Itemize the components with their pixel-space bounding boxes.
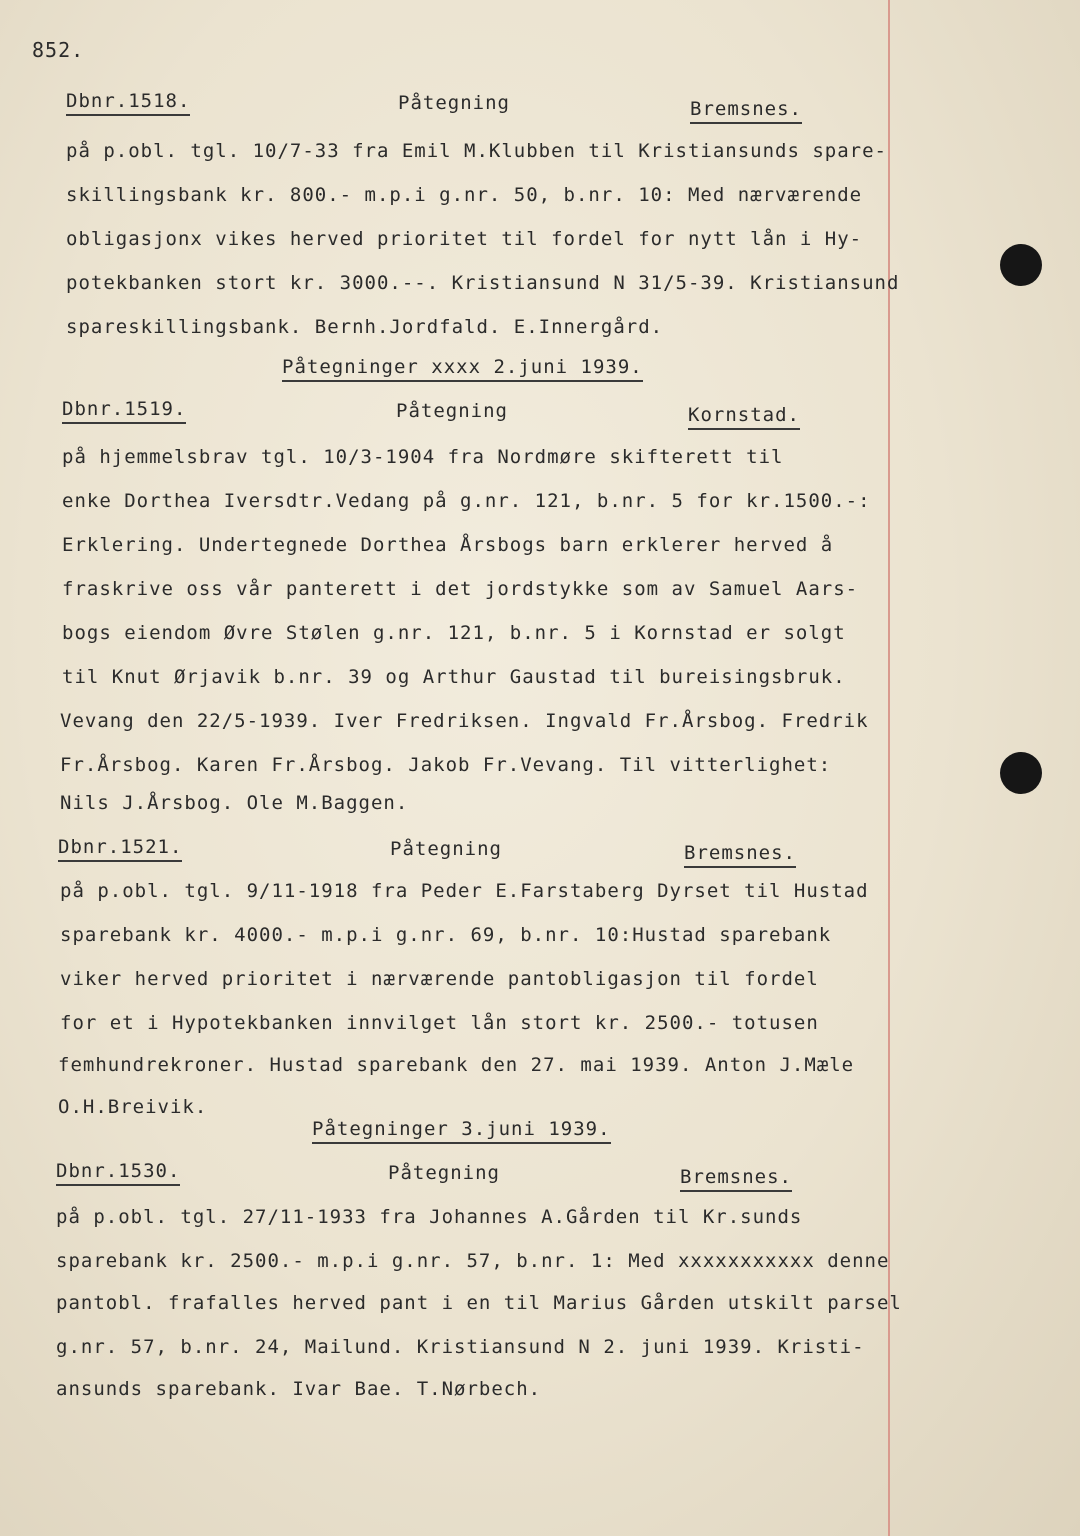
entry-line: Fr.Årsbog. Karen Fr.Årsbog. Jakob Fr.Vevang. Til vitterlighet: [60,754,832,776]
entry-line: på p.obl. tgl. 10/7-33 fra Emil M.Klubben til Kristiansunds spare- [66,140,887,162]
entry-line: på p.obl. tgl. 9/11-1918 fra Peder E.Farstaberg Dyrset til Hustad [60,880,869,902]
date-heading: Påtegninger xxxx 2.juni 1939. [282,356,643,382]
entry-line: til Knut Ørjavik b.nr. 39 og Arthur Gaustad til bureisingsbruk. [62,666,846,688]
entry-id: Dbnr.1530. [56,1160,180,1186]
entry-line: g.nr. 57, b.nr. 24, Mailund. Kristiansund N 2. juni 1939. Kristi- [56,1336,865,1358]
entry-line: Vevang den 22/5-1939. Iver Fredriksen. Ingvald Fr.Årsbog. Fredrik [60,710,869,732]
entry-line: ansunds sparebank. Ivar Bae. T.Nørbech. [56,1378,542,1400]
binder-hole-bottom [1000,752,1042,794]
entry-line: for et i Hypotekbanken innvilget lån stort kr. 2500.- totusen [60,1012,819,1034]
entry-line: skillingsbank kr. 800.- m.p.i g.nr. 50, b.nr. 10: Med nærværende [66,184,863,206]
entry-line: O.H.Breivik. [58,1096,208,1118]
entry-type: Påtegning [388,1162,500,1184]
entry-line: potekbanken stort kr. 3000.--. Kristiansund N 31/5-39. Kristiansund [66,272,900,294]
entry-place: Kornstad. [688,404,800,430]
binder-hole-top [1000,244,1042,286]
entry-type: Påtegning [396,400,508,422]
entry-id: Dbnr.1518. [66,90,190,116]
entry-line: obligasjonx vikes herved prioritet til fordel for nytt lån i Hy- [66,228,863,250]
entry-line: Erklering. Undertegnede Dorthea Årsbogs barn erklerer herved å [62,534,834,556]
entry-line: på hjemmelsbrav tgl. 10/3-1904 fra Nordmøre skifterett til [62,446,784,468]
entry-type: Påtegning [398,92,510,114]
entry-line: på p.obl. tgl. 27/11-1933 fra Johannes A.Gården til Kr.sunds [56,1206,803,1228]
entry-place: Bremsnes. [684,842,796,868]
entry-line: viker herved prioritet i nærværende pantobligasjon til fordel [60,968,819,990]
entry-line: spareskillingsbank. Bernh.Jordfald. E.Innergård. [66,316,664,338]
entry-id: Dbnr.1521. [58,836,182,862]
entry-line: femhundrekroner. Hustad sparebank den 27. mai 1939. Anton J.Mæle [58,1054,855,1076]
entry-place: Bremsnes. [680,1166,792,1192]
page-number: 852. [32,38,85,62]
entry-line: Nils J.Årsbog. Ole M.Baggen. [60,792,409,814]
entry-line: fraskrive oss vår panterett i det jordstykke som av Samuel Aars- [62,578,859,600]
entry-id: Dbnr.1519. [62,398,186,424]
entry-line: sparebank kr. 2500.- m.p.i g.nr. 57, b.nr. 1: Med xxxxxxxxxxx denne [56,1250,890,1272]
entry-place: Bremsnes. [690,98,802,124]
entry-line: bogs eiendom Øvre Stølen g.nr. 121, b.nr. 5 i Kornstad er solgt [62,622,846,644]
date-heading: Påtegninger 3.juni 1939. [312,1118,611,1144]
entry-line: enke Dorthea Iversdtr.Vedang på g.nr. 121, b.nr. 5 for kr.1500.-: [62,490,871,512]
entry-line: pantobl. frafalles herved pant i en til Marius Gården utskilt parsel [56,1292,902,1314]
entry-type: Påtegning [390,838,502,860]
entry-line: sparebank kr. 4000.- m.p.i g.nr. 69, b.nr. 10:Hustad sparebank [60,924,832,946]
